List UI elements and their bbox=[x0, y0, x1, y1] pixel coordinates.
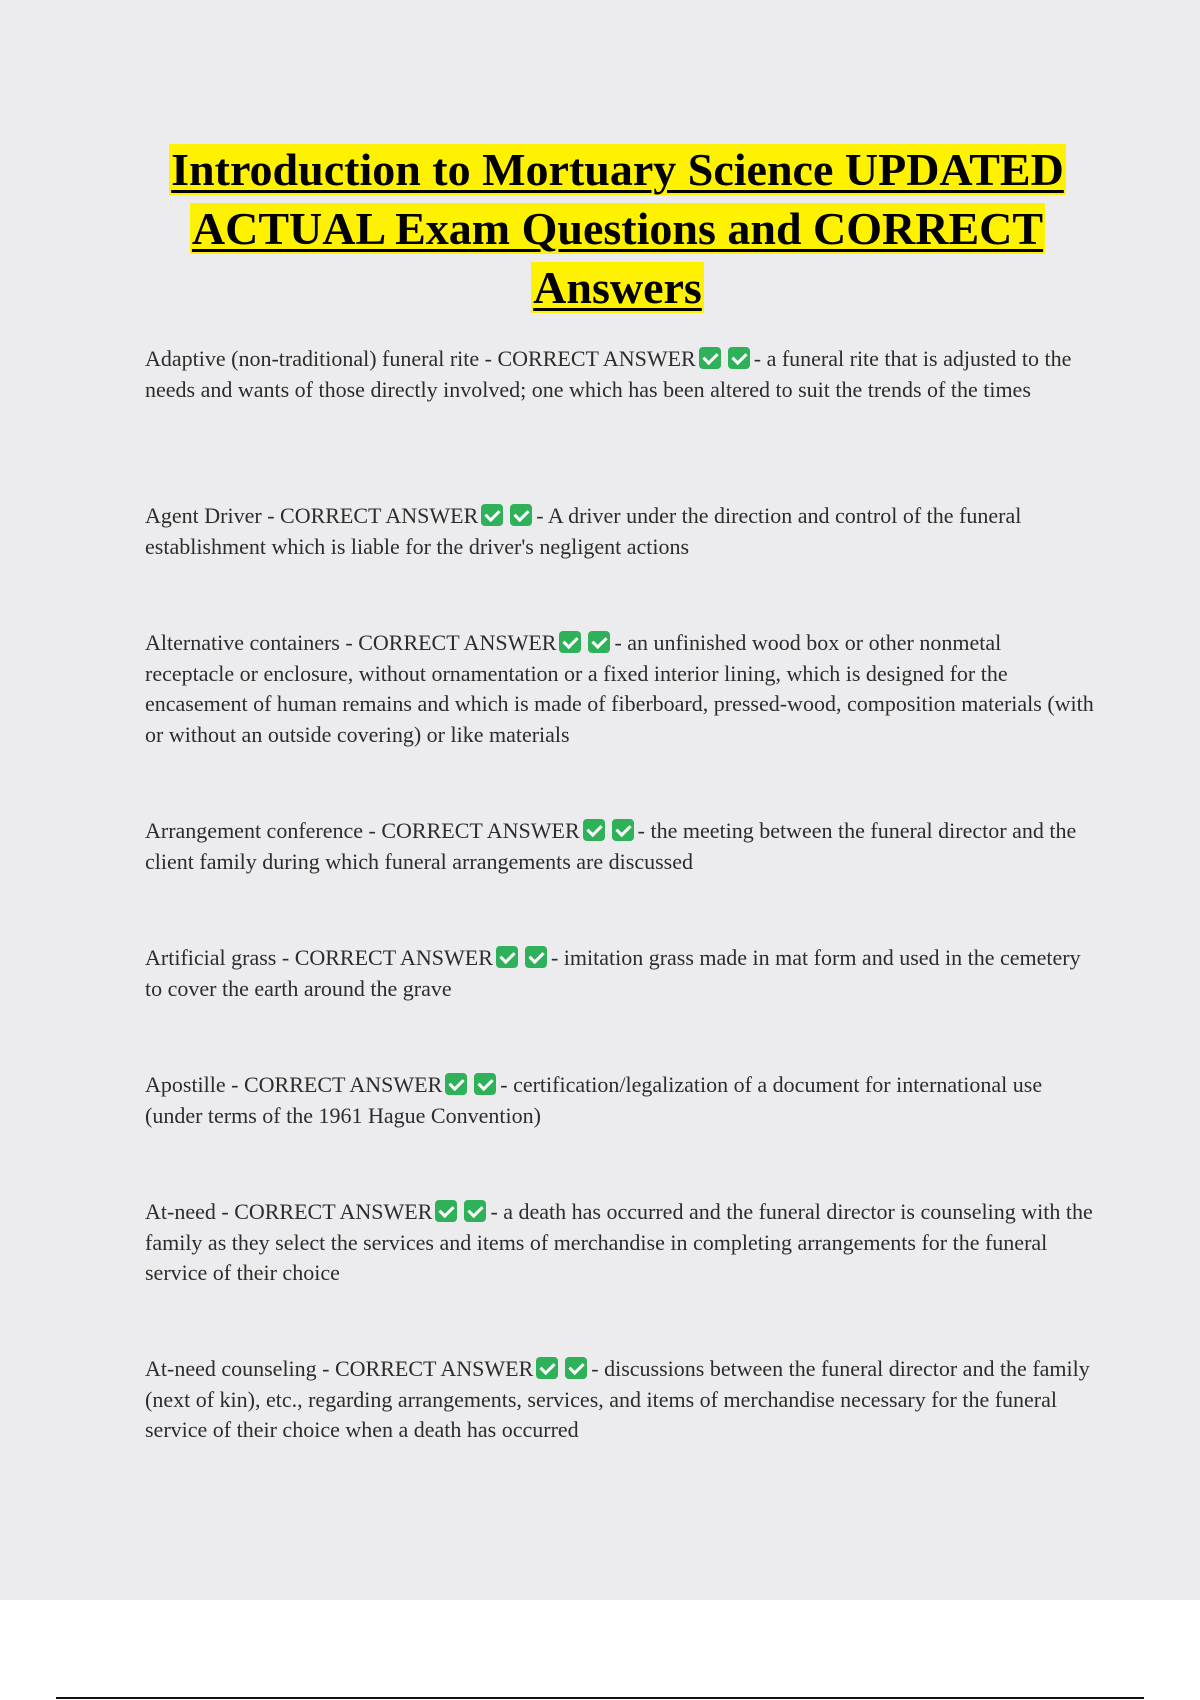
entry-definition: an unfinished wood box or other nonmetal receptacle or enclosure, without ornamentation or a fixed interior lining, which is designed for the encasement of human remains and which is made of fiberboard, pressed-wood, composition materials (with or without an outside covering) or like materials bbox=[145, 630, 1094, 747]
check-box-icon bbox=[565, 1357, 587, 1379]
entry-term: At-need counseling bbox=[145, 1356, 317, 1381]
check-box-icon bbox=[510, 504, 532, 526]
check-box-icon bbox=[496, 946, 518, 968]
answer-marker: CORRECT ANSWER bbox=[294, 945, 493, 970]
title-line: ACTUAL Exam Questions and CORRECT bbox=[191, 203, 1044, 254]
qa-entry: Adaptive (non-traditional) funeral rite - CORRECT ANSWER - a funeral rite that is adjusted to the needs and wants of those directly involved; one which has been altered to suit the trends of the times bbox=[145, 346, 1072, 402]
check-box-icon bbox=[435, 1200, 457, 1222]
answer-marker: CORRECT ANSWER bbox=[280, 503, 479, 528]
check-box-icon bbox=[728, 347, 750, 369]
answer-marker: CORRECT ANSWER bbox=[381, 818, 580, 843]
check-box-icon bbox=[583, 819, 605, 841]
entry-definition: A driver under the direction and control of the funeral establishment which is liable for the driver's negligent actions bbox=[145, 503, 1022, 559]
entry-definition: discussions between the funeral director and the family (next of kin), etc., regarding arrangements, services, and items of merchandise necessary for the funeral service of their choice when a death has occurred bbox=[145, 1356, 1090, 1442]
check-box-icon bbox=[588, 631, 610, 653]
check-box-icon bbox=[699, 347, 721, 369]
check-box-icon bbox=[464, 1200, 486, 1222]
qa-entry: Artificial grass - CORRECT ANSWER - imitation grass made in mat form and used in the cemetery to cover the earth around the grave bbox=[145, 945, 1081, 1001]
title-line: Answers bbox=[533, 262, 702, 313]
entry-term: Arrangement conference bbox=[145, 818, 364, 843]
qa-entry: At-need - CORRECT ANSWER - a death has occurred and the funeral director is counseling with the family as they select the services and items of merchandise in completing arrangements for the funeral service of their choice bbox=[145, 1199, 1093, 1285]
title-line: Introduction to Mortuary Science UPDATED bbox=[171, 144, 1064, 195]
answer-marker: CORRECT ANSWER bbox=[244, 1072, 443, 1097]
check-box-icon bbox=[445, 1073, 467, 1095]
entry-definition: the meeting between the funeral director and the client family during which funeral arrangements are discussed bbox=[145, 818, 1077, 874]
answer-marker: CORRECT ANSWER bbox=[358, 630, 557, 655]
qa-entry: Arrangement conference - CORRECT ANSWER - the meeting between the funeral director and the client family during which funeral arrangements are discussed bbox=[145, 818, 1077, 874]
entry-term: Artificial grass bbox=[145, 945, 277, 970]
entry-definition: certification/legalization of a document for international use (under terms of the 1961 Hague Convention) bbox=[145, 1072, 1043, 1128]
answer-marker: CORRECT ANSWER bbox=[335, 1356, 534, 1381]
answer-marker: CORRECT ANSWER bbox=[497, 346, 696, 371]
entry-definition: a funeral rite that is adjusted to the needs and wants of those directly involved; one which has been altered to suit the trends of the times bbox=[145, 346, 1072, 402]
qa-entry: Agent Driver - CORRECT ANSWER - A driver under the direction and control of the funeral establishment which is liable for the driver's negligent actions bbox=[145, 503, 1022, 559]
entry-term: Apostille bbox=[145, 1072, 226, 1097]
check-box-icon bbox=[559, 631, 581, 653]
entry-definition: a death has occurred and the funeral director is counseling with the family as they select the services and items of merchandise in completing arrangements for the funeral service of their choice bbox=[145, 1199, 1093, 1285]
footer-rule bbox=[56, 1697, 1144, 1699]
document-title bbox=[140, 140, 1095, 317]
entry-term: Alternative containers bbox=[145, 630, 340, 655]
check-box-icon bbox=[612, 819, 634, 841]
qa-entry: At-need counseling - CORRECT ANSWER - discussions between the funeral director and the family (next of kin), etc., regarding arrangements, services, and items of merchandise necessary for the funeral service of their choice when a death has occurred bbox=[145, 1356, 1090, 1442]
entry-term: At-need bbox=[145, 1199, 216, 1224]
qa-entry: Alternative containers - CORRECT ANSWER - an unfinished wood box or other nonmetal receptacle or enclosure, without ornamentation or a fixed interior lining, which is designed for the encasement of human remains and which is made of fiberboard, pressed-wood, composition materials (with or without an outside covering) or like materials bbox=[145, 630, 1094, 747]
answer-marker: CORRECT ANSWER bbox=[234, 1199, 433, 1224]
check-box-icon bbox=[536, 1357, 558, 1379]
entry-term: Agent Driver bbox=[145, 503, 262, 528]
check-box-icon bbox=[481, 504, 503, 526]
qa-entry: Apostille - CORRECT ANSWER - certification/legalization of a document for international use (under terms of the 1961 Hague Convention) bbox=[145, 1072, 1043, 1128]
entry-term: Adaptive (non-traditional) funeral rite bbox=[145, 346, 480, 371]
check-box-icon bbox=[525, 946, 547, 968]
entry-definition: imitation grass made in mat form and used in the cemetery to cover the earth around the grave bbox=[145, 945, 1081, 1001]
check-box-icon bbox=[474, 1073, 496, 1095]
